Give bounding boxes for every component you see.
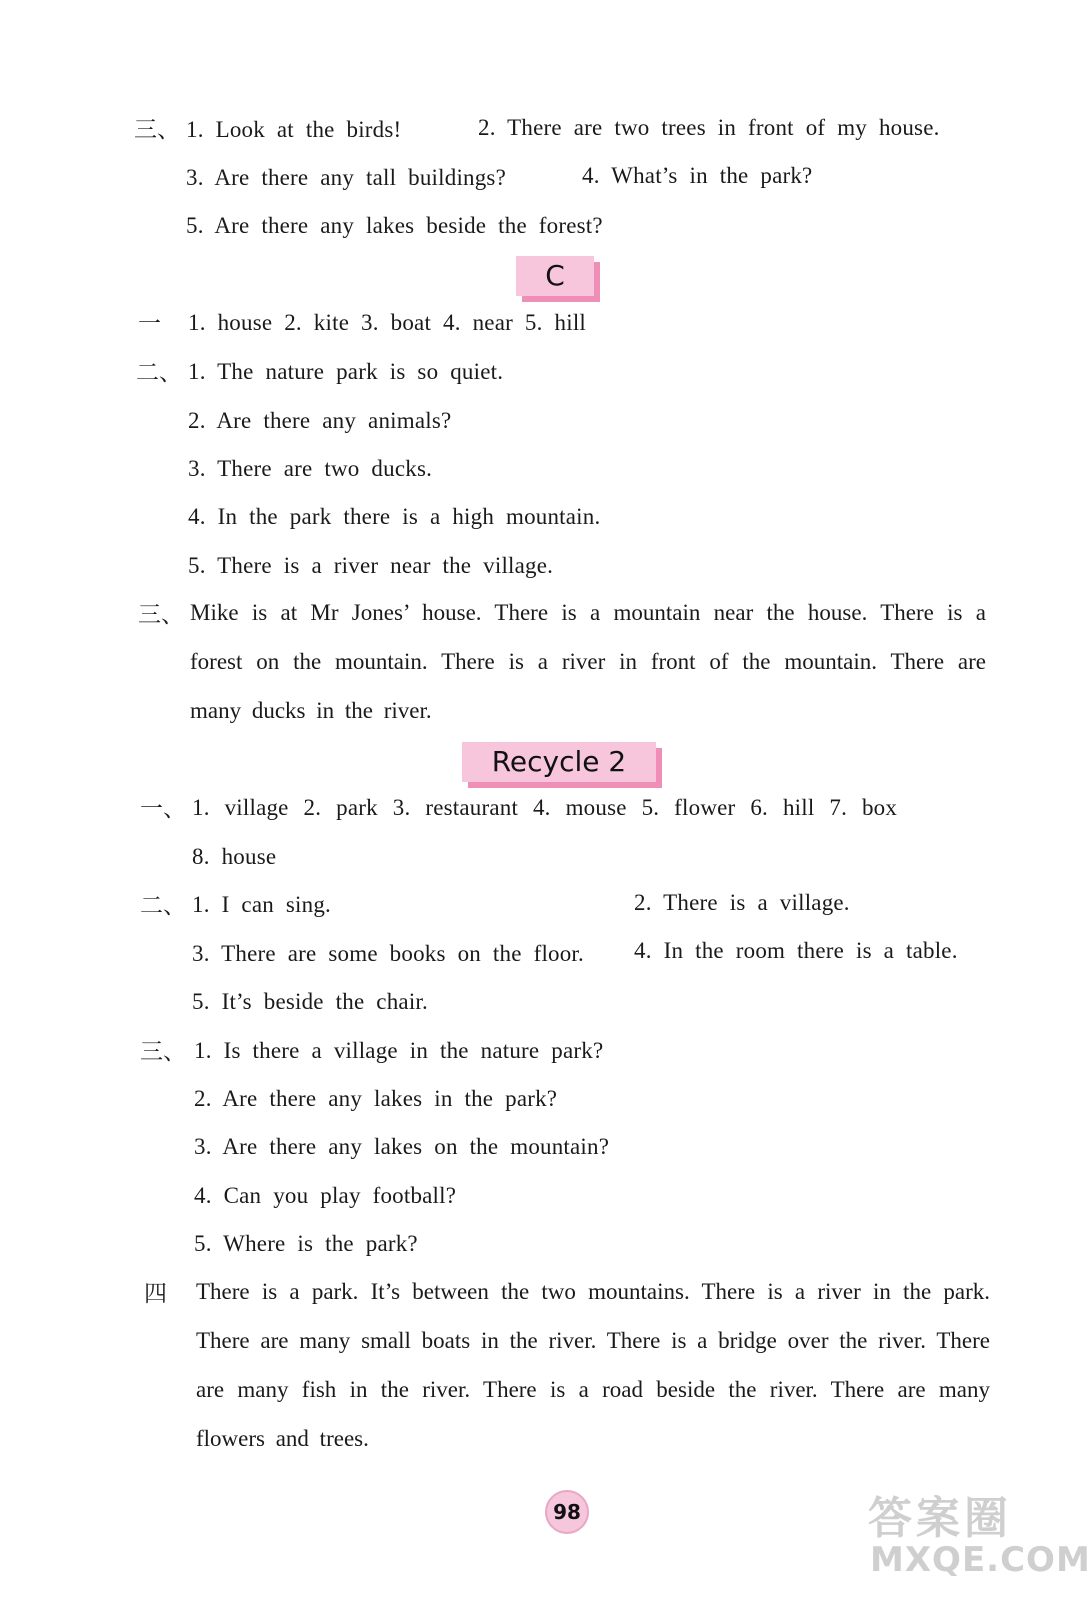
section-marker-si: 四	[144, 1281, 167, 1306]
section-marker-er: 二、	[140, 893, 186, 918]
section-marker-san: 三、	[134, 117, 180, 142]
answer-line: 3. Are there any lakes on the mountain?	[194, 1134, 610, 1159]
section-marker-san: 三、	[138, 602, 184, 627]
answer-line: 5. There is a river near the village.	[188, 553, 554, 578]
answer-line: 1. Look at the birds!	[186, 117, 402, 142]
answer-line: 3. There are two ducks.	[188, 456, 433, 481]
answer-line: 8. house	[192, 844, 277, 869]
answer-line: 4. In the room there is a table.	[634, 938, 958, 963]
answer-line: 5. Where is the park?	[194, 1231, 418, 1256]
answer-line: 1. The nature park is so quiet.	[188, 359, 504, 384]
watermark-logo-text: 答案圈	[868, 1493, 1012, 1544]
answer-line: 3. There are some books on the floor.	[192, 941, 584, 966]
section-marker-san: 三、	[140, 1039, 186, 1064]
section-heading-c: C	[516, 256, 594, 296]
site-watermark	[868, 1478, 1091, 1588]
answer-line: 4. Can you play football?	[194, 1183, 457, 1208]
section-heading-recycle-2: Recycle 2	[462, 742, 656, 782]
answer-line: 2. Are there any animals?	[188, 408, 452, 433]
answer-line: 5. It’s beside the chair.	[192, 989, 428, 1014]
answer-line: 3. Are there any tall buildings?	[186, 165, 506, 190]
answer-line: 1. house 2. kite 3. boat 4. near 5. hill	[188, 310, 586, 335]
watermark-url-text: MXQE.COM	[870, 1540, 1091, 1580]
answer-line: 2. There are two trees in front of my house.	[478, 115, 940, 140]
answer-line: 4. What’s in the park?	[582, 163, 813, 188]
answer-paragraph: Mike is at Mr Jones’ house. There is a mountain near the house. There is a forest on the mountain. There is a river in front of the mountain. There are many ducks in the river.	[190, 600, 986, 723]
page-number: 98	[545, 1490, 589, 1534]
answer-line: 2. There is a village.	[634, 890, 850, 915]
answer-line: 2. Are there any lakes in the park?	[194, 1086, 558, 1111]
answer-line: 5. Are there any lakes beside the forest?	[186, 213, 603, 238]
answer-paragraph: There is a park. It’s between the two mountains. There is a river in the park. There are many small boats in the river. There is a bridge over the river. There are many fish in the river. There is a road beside the river. There are many flowers and trees.	[196, 1279, 990, 1451]
answer-line: 4. In the park there is a high mountain.	[188, 504, 601, 529]
section-marker-er: 二、	[136, 360, 182, 385]
section-marker-yi: 一	[138, 311, 161, 336]
answer-line: 1. I can sing.	[192, 892, 331, 917]
answer-line: 1. village 2. park 3. restaurant 4. mouse 5. flower 6. hill 7. box	[192, 795, 898, 820]
answer-line: 1. Is there a village in the nature park?	[194, 1038, 604, 1063]
section-marker-yi: 一、	[140, 796, 186, 821]
